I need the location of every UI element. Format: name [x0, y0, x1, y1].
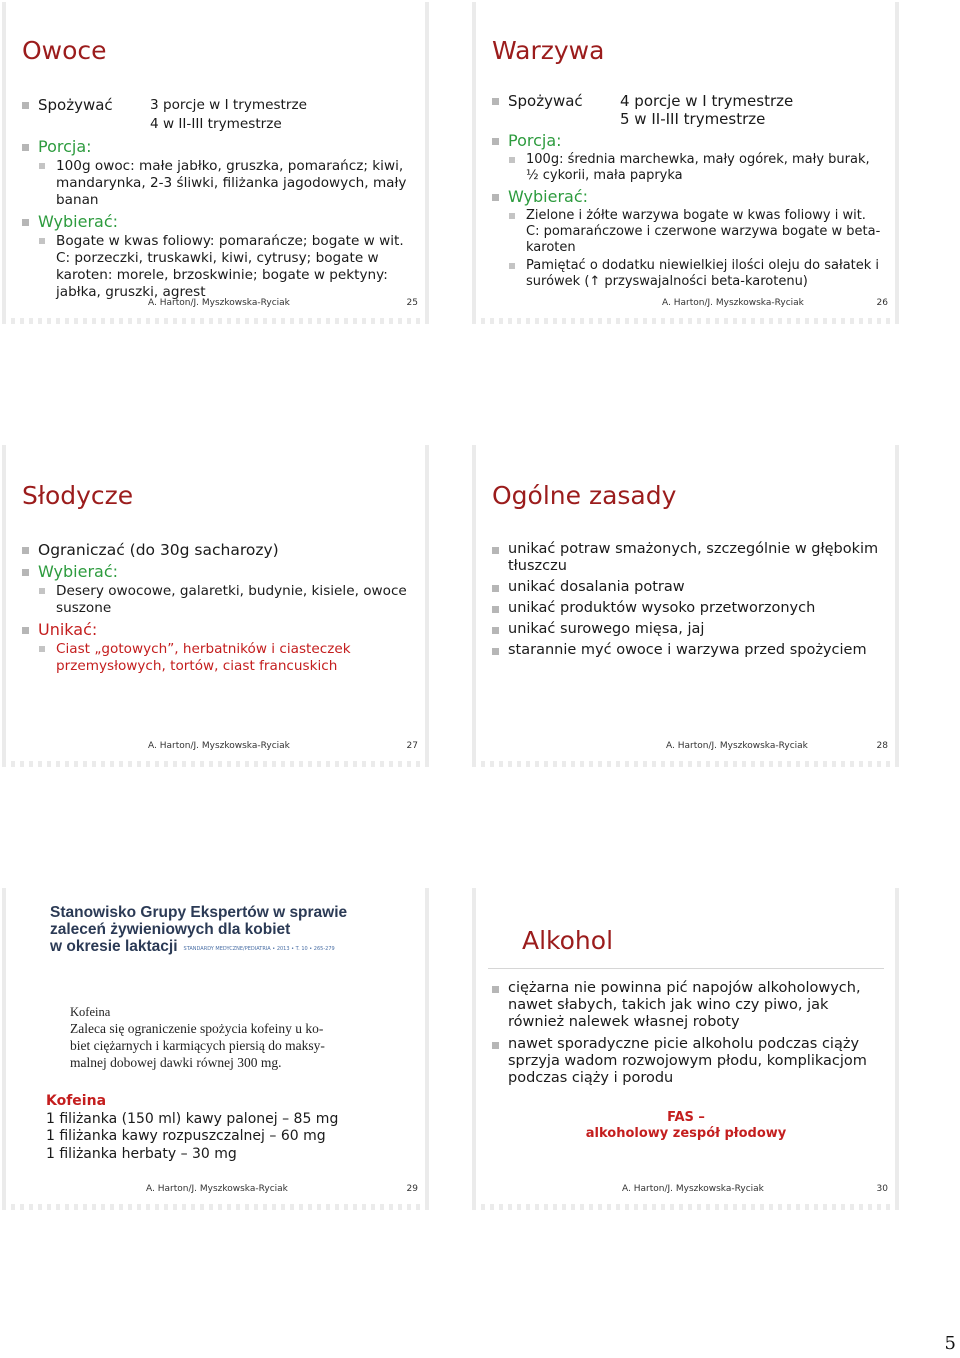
slide-number: 27 — [406, 741, 418, 751]
slide-footer — [478, 298, 894, 310]
page-number: 5 — [944, 1333, 956, 1354]
consume-line-1: 4 porcje w I trymestrze — [620, 92, 794, 110]
footer-author: A. Harton/J. Myszkowska-Ryciak — [148, 741, 290, 751]
slide-title: Słodycze — [22, 481, 134, 510]
choose-item-1: Zielone i żółte warzywa bogate w kwas foliowy i wit. C: pomarańczowe i czerwone warzywa bogate w beta-karoten — [490, 208, 882, 256]
rule-item: unikać produktów wysoko przetworzonych — [490, 600, 882, 617]
slide-body — [20, 92, 412, 301]
slide-footer — [8, 1184, 424, 1196]
consume-label: Spożywać — [38, 96, 113, 114]
consume-values — [150, 96, 307, 134]
bullet-choose-heading: Wybierać: — [20, 563, 412, 581]
slide-footer — [478, 741, 894, 753]
slide-number: 29 — [406, 1184, 418, 1194]
excerpt-line-1: Zaleca się ograniczenie spożycia kofeiny u ko- — [70, 1021, 324, 1036]
slide-number: 28 — [876, 741, 888, 751]
excerpt-line-2: biet ciężarnych i karmiących piersią do maksy- — [70, 1038, 325, 1053]
slide-27-content — [8, 445, 424, 761]
bullet-consume — [490, 92, 882, 128]
footer-author: A. Harton/J. Myszkowska-Ryciak — [622, 1184, 764, 1194]
slide-title: Alkohol — [522, 926, 614, 955]
alcohol-item-1: ciężarna nie powinna pić napojów alkoholowych, nawet słabych, takich jak wino czy piwo, jak również nalewek własnej roboty — [490, 980, 882, 1031]
slide-28 — [472, 445, 900, 767]
consume-line-2: 4 w II-III trymestrze — [150, 116, 282, 132]
slide-25 — [2, 2, 430, 324]
alcohol-item-2: nawet sporadyczne picie alkoholu podczas ciąży sprzyja wadom rozwojowym płodu, komplikacjom podczas ciąży i porodu — [490, 1036, 882, 1087]
slide-30-content — [478, 888, 894, 1204]
caffeine-summary — [46, 1093, 342, 1163]
bullet-choose-heading: Wybierać: — [20, 213, 412, 231]
choose-item-2: Pamiętać o dodatku niewielkiej ilości oleju do sałatek i surówek (↑ przyswajalności beta-karotenu) — [490, 258, 882, 290]
consume-line-2: 5 w II-III trymestrze — [620, 110, 766, 128]
fas-note — [478, 1110, 894, 1142]
slide-footer — [478, 1184, 894, 1196]
fas-line-2: alkoholowy zespół płodowy — [585, 1126, 787, 1141]
footer-author: A. Harton/J. Myszkowska-Ryciak — [148, 298, 290, 308]
slide-26-content — [478, 2, 894, 318]
fas-line-1: FAS – — [667, 1110, 705, 1125]
footer-author: A. Harton/J. Myszkowska-Ryciak — [662, 298, 804, 308]
slide-title: Ogólne zasady — [492, 481, 677, 510]
slide-number: 30 — [876, 1184, 888, 1194]
slide-26 — [472, 2, 900, 324]
slide-footer — [8, 298, 424, 310]
consume-label: Spożywać — [508, 92, 583, 110]
banner-line-3: w okresie laktacji — [50, 938, 178, 955]
caffeine-heading: Kofeina — [46, 1093, 107, 1109]
slide-29 — [2, 888, 430, 1210]
bullet-limit: Ograniczać (do 30g sacharozy) — [20, 541, 412, 559]
slide-30 — [472, 888, 900, 1210]
footer-author: A. Harton/J. Myszkowska-Ryciak — [666, 741, 808, 751]
bullet-portion-heading: Porcja: — [20, 138, 412, 156]
caffeine-line-3: 1 filiżanka herbaty – 30 mg — [46, 1145, 237, 1162]
banner-line-3-row — [36, 938, 366, 955]
slide-body — [490, 976, 882, 1087]
choose-text: Bogate w kwas foliowy: pomarańcze; bogate w wit. C: porzeczki, truskawki, kiwi, cytrusy; bogate w karoten: morele, brzoskwinie; bogate w pektyny: jabłka, gruszki, agrest — [20, 233, 412, 301]
journal-label: STANDARDY MEDYCZNE/PEDIATRIA • 2013 • T. 10 • 265-279 — [183, 946, 335, 952]
banner-line-1: Stanowisko Grupy Ekspertów w sprawie — [50, 904, 348, 921]
caffeine-line-2: 1 filiżanka kawy rozpuszczalnej – 60 mg — [46, 1128, 326, 1144]
article-excerpt — [64, 1001, 374, 1071]
slide-29-content — [8, 888, 424, 1204]
slide-footer — [8, 741, 424, 753]
slide-28-content — [478, 445, 894, 761]
slide-title: Warzywa — [492, 36, 605, 65]
rule-item: unikać dosalania potraw — [490, 579, 882, 596]
slide-title: Owoce — [22, 36, 107, 65]
title-divider — [488, 968, 884, 969]
portion-text: 100g owoc: małe jabłko, gruszka, pomarańcz; kiwi, mandarynka, 2-3 śliwki, filiżanka jagodowych, mały banan — [20, 158, 412, 209]
portion-text: 100g: średnia marchewka, mały ogórek, mały burak, ½ cykorii, mała papryka — [490, 152, 882, 184]
bullet-consume — [20, 96, 412, 134]
slide-body — [490, 537, 882, 659]
footer-author: A. Harton/J. Myszkowska-Ryciak — [146, 1184, 288, 1194]
consume-values — [620, 92, 793, 128]
slide-25-content — [8, 2, 424, 318]
choose-text: Desery owocowe, galaretki, budynie, kisiele, owoce suszone — [20, 583, 412, 617]
slide-body — [20, 537, 412, 675]
excerpt-line-3: malnej dobowej dawki równej 300 mg. — [70, 1055, 282, 1070]
slide-body — [490, 92, 882, 290]
article-banner — [36, 896, 366, 964]
bullet-avoid-heading: Unikać: — [20, 621, 412, 639]
slide-27 — [2, 445, 430, 767]
bullet-portion-heading: Porcja: — [490, 132, 882, 150]
avoid-text: Ciast „gotowych”, herbatników i ciasteczek przemysłowych, tortów, ciast francuskich — [20, 641, 412, 675]
rule-item: unikać surowego mięsa, jaj — [490, 621, 882, 638]
slide-number: 25 — [406, 298, 418, 308]
rule-item: unikać potraw smażonych, szczególnie w głębokim tłuszczu — [490, 541, 882, 575]
rule-item: starannie myć owoce i warzywa przed spożyciem — [490, 642, 882, 659]
slide-number: 26 — [876, 298, 888, 308]
caffeine-line-1: 1 filiżanka (150 ml) kawy palonej – 85 mg — [46, 1110, 339, 1127]
consume-line-1: 3 porcje w I trymestrze — [150, 97, 307, 113]
banner-line-2: zaleceń żywieniowych dla kobiet — [50, 921, 291, 938]
excerpt-title: Kofeina — [70, 1005, 111, 1019]
bullet-choose-heading: Wybierać: — [490, 188, 882, 206]
